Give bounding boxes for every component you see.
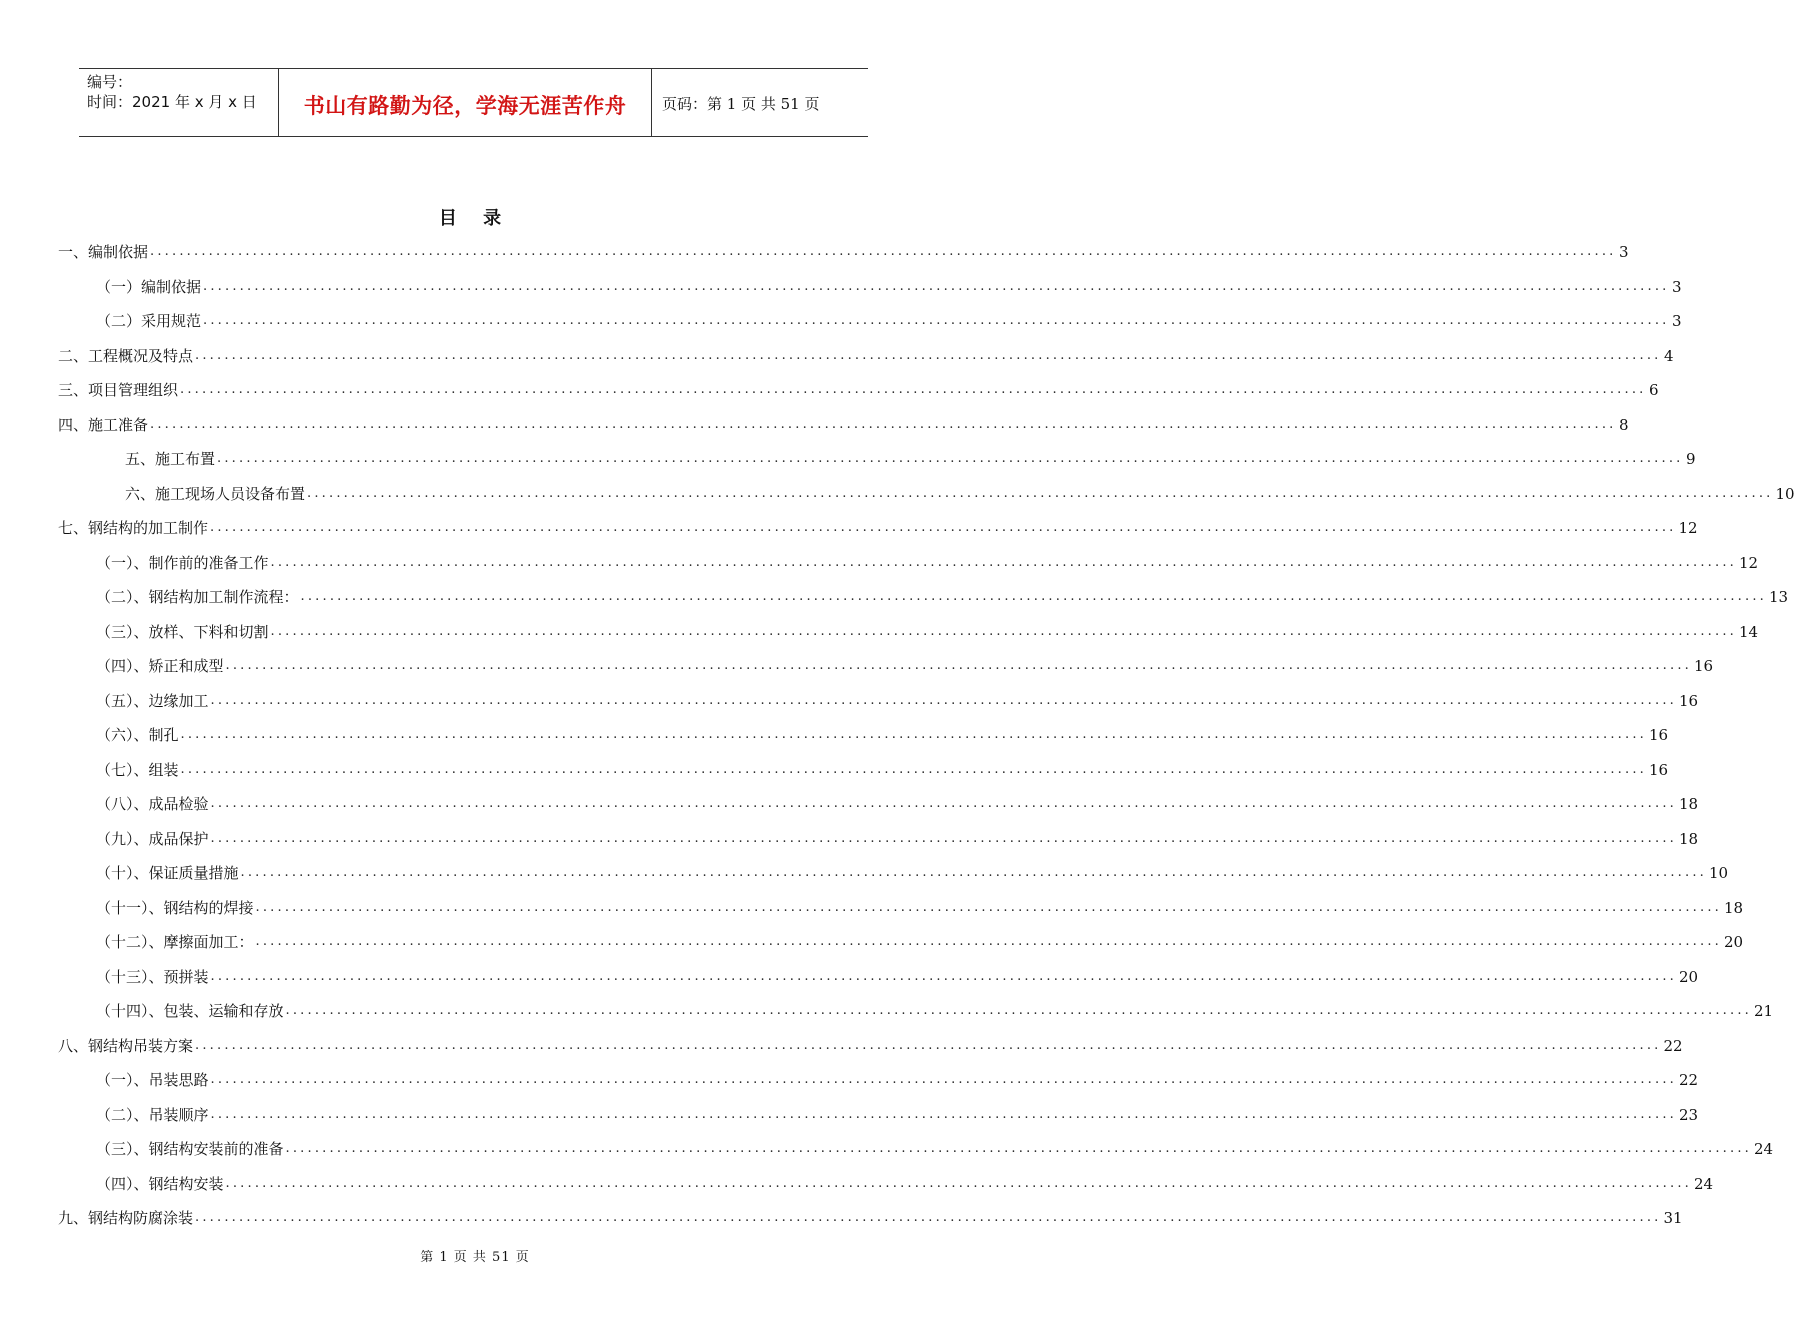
- toc-dot-leader: ........................................................................................................................................................................................................: [285, 1141, 1752, 1156]
- toc-entry-page: 16: [1648, 760, 1669, 779]
- toc-entry[interactable]: [96, 759, 1669, 781]
- toc-entry-label: （十二）、摩擦面加工：: [96, 933, 254, 951]
- toc-entry-label: （一）、制作前的准备工作: [96, 553, 269, 572]
- toc-entry-page: 10: [1708, 864, 1729, 882]
- toc-dot-leader: ........................................................................................................................................................................................................: [225, 658, 1692, 673]
- toc-entry-label: 六、施工现场人员设备布置: [125, 484, 306, 503]
- toc-dot-leader: ........................................................................................................................................................................................................: [217, 451, 1684, 466]
- toc-entry-label: （十三）、预拼装: [96, 967, 209, 986]
- toc-entry[interactable]: [125, 448, 1696, 470]
- toc-entry-label: 五、施工布置: [125, 450, 216, 468]
- toc-entry[interactable]: [96, 621, 1759, 643]
- toc-entry-page: 23: [1678, 1105, 1699, 1124]
- toc-title: 目 录: [438, 208, 512, 229]
- toc-entry[interactable]: [58, 241, 1629, 263]
- toc-entry-page: 22: [1678, 1071, 1699, 1089]
- toc-entry[interactable]: [96, 1138, 1774, 1160]
- toc-dot-leader: ........................................................................................................................................................................................................: [195, 347, 1662, 363]
- toc-entry-label: （三）、放样、下料和切割: [96, 622, 269, 641]
- toc-entry-label: （十一）、钢结构的焊接: [96, 898, 254, 917]
- toc-dot-leader: ........................................................................................................................................................................................................: [255, 899, 1722, 915]
- toc-entry[interactable]: [96, 310, 1682, 332]
- toc-entry-page: 8: [1618, 415, 1629, 434]
- toc-entry[interactable]: [96, 828, 1699, 850]
- toc-entry-page: 24: [1693, 1174, 1714, 1193]
- toc-dot-leader: ........................................................................................................................................................................................................: [285, 1003, 1752, 1018]
- toc-entry[interactable]: [96, 586, 1789, 608]
- document-header: [79, 68, 868, 137]
- toc-entry[interactable]: [58, 345, 1674, 367]
- toc-entry-label: （四）、矫正和成型: [96, 657, 224, 675]
- toc-entry-label: （一）编制依据: [96, 277, 202, 296]
- toc-entry[interactable]: [96, 897, 1744, 919]
- toc-entry-page: 16: [1693, 657, 1714, 675]
- toc-entry-label: （九）、成品保护: [96, 829, 209, 848]
- toc-entry-label: （三）、钢结构安装前的准备: [96, 1140, 284, 1158]
- toc-entry-label: （二）、钢结构加工制作流程：: [96, 588, 299, 606]
- toc-dot-leader: ........................................................................................................................................................................................................: [240, 865, 1707, 880]
- toc-entry-page: 20: [1723, 933, 1744, 951]
- toc-entry-page: 18: [1678, 795, 1699, 813]
- toc-entry-label: （六）、制孔: [96, 726, 179, 744]
- toc-dot-leader: ........................................................................................................................................................................................................: [180, 761, 1647, 777]
- toc-entry-page: 16: [1678, 691, 1699, 710]
- toc-dot-leader: ........................................................................................................................................................................................................: [225, 1175, 1692, 1191]
- toc-dot-leader: ........................................................................................................................................................................................................: [203, 313, 1670, 328]
- toc-entry-label: （十四）、包装、运输和存放: [96, 1002, 284, 1020]
- toc-entry-page: 12: [1738, 553, 1759, 572]
- toc-entry-label: （七）、组装: [96, 760, 179, 779]
- toc-dot-leader: ........................................................................................................................................................................................................: [150, 244, 1617, 259]
- toc-entry-page: 18: [1723, 898, 1744, 917]
- toc-entry-label: （八）、成品检验: [96, 795, 209, 813]
- page-footer: 第 1 页 共 51 页: [420, 1250, 530, 1265]
- header-time-label: 时间：2021 年 x 月 x 日: [87, 93, 257, 111]
- toc-entry-page: 13: [1768, 588, 1789, 606]
- toc-entry[interactable]: [96, 276, 1682, 298]
- toc-entry-label: （二）采用规范: [96, 312, 202, 330]
- toc-entry-page: 4: [1663, 346, 1674, 365]
- toc-entry-label: 一、编制依据: [58, 243, 149, 261]
- toc-entry[interactable]: [125, 483, 1795, 505]
- toc-dot-leader: ........................................................................................................................................................................................................: [270, 554, 1737, 570]
- header-motto: 书山有路勤为径，学海无涯苦作舟: [279, 69, 652, 136]
- toc-entry-page: 16: [1648, 726, 1669, 744]
- toc-dot-leader: ........................................................................................................................................................................................................: [150, 416, 1617, 432]
- toc-entry[interactable]: [96, 724, 1669, 746]
- toc-dot-leader: ........................................................................................................................................................................................................: [180, 727, 1647, 742]
- header-meta: [79, 69, 279, 136]
- toc-entry-page: 14: [1738, 622, 1759, 641]
- toc-entry[interactable]: [58, 414, 1629, 436]
- toc-entry-page: 10: [1775, 484, 1795, 503]
- toc-entry-label: （二）、吊装顺序: [96, 1105, 209, 1124]
- toc-dot-leader: ........................................................................................................................................................................................................: [210, 692, 1677, 708]
- toc-entry-page: 6: [1648, 381, 1659, 399]
- toc-dot-leader: ........................................................................................................................................................................................................: [307, 485, 1774, 501]
- toc-entry-page: 18: [1678, 829, 1699, 848]
- toc-dot-leader: ........................................................................................................................................................................................................: [195, 1037, 1662, 1053]
- toc-dot-leader: ........................................................................................................................................................................................................: [203, 278, 1670, 294]
- toc-entry-page: 22: [1663, 1036, 1683, 1055]
- toc-entry-label: 八、钢结构吊装方案: [58, 1036, 194, 1055]
- toc-entry-page: 12: [1678, 519, 1698, 537]
- toc-entry[interactable]: [96, 1000, 1774, 1022]
- toc-dot-leader: ........................................................................................................................................................................................................: [300, 589, 1767, 604]
- header-number-label: 编号：: [87, 73, 133, 91]
- toc-dot-leader: ........................................................................................................................................................................................................: [180, 382, 1647, 397]
- toc-entry-label: （五）、边缘加工: [96, 691, 209, 710]
- toc-dot-leader: ........................................................................................................................................................................................................: [255, 934, 1722, 949]
- toc-entry[interactable]: [58, 1035, 1683, 1057]
- toc-entry-page: 31: [1663, 1209, 1683, 1227]
- toc-entry[interactable]: [96, 552, 1759, 574]
- toc-entry-page: 21: [1753, 1002, 1774, 1020]
- toc-dot-leader: ........................................................................................................................................................................................................: [210, 830, 1677, 846]
- toc-entry-page: 3: [1618, 243, 1629, 261]
- toc-dot-leader: ........................................................................................................................................................................................................: [210, 796, 1677, 811]
- toc-dot-leader: ........................................................................................................................................................................................................: [210, 1072, 1677, 1087]
- toc-entry-page: 20: [1678, 967, 1699, 986]
- toc-entry[interactable]: [96, 793, 1699, 815]
- toc-entry[interactable]: [58, 1207, 1683, 1229]
- toc-entry[interactable]: [58, 379, 1659, 401]
- header-page-info: 页码：第 1 页 共 51 页: [662, 95, 820, 113]
- toc-entry[interactable]: [96, 862, 1729, 884]
- toc-entry[interactable]: [96, 1173, 1714, 1195]
- toc-dot-leader: ........................................................................................................................................................................................................: [270, 623, 1737, 639]
- toc-dot-leader: ........................................................................................................................................................................................................: [210, 968, 1677, 984]
- toc-entry[interactable]: [96, 1104, 1699, 1126]
- toc-entry[interactable]: [96, 655, 1714, 677]
- toc-dot-leader: ........................................................................................................................................................................................................: [210, 520, 1677, 535]
- toc-entry-label: 七、钢结构的加工制作: [58, 519, 209, 537]
- toc-entry[interactable]: [58, 517, 1698, 539]
- toc-entry-label: （一）、吊装思路: [96, 1071, 209, 1089]
- toc-entry-page: 9: [1685, 450, 1696, 468]
- toc-entry-label: 四、施工准备: [58, 415, 149, 434]
- toc-entry-page: 24: [1753, 1140, 1774, 1158]
- toc-entry-label: 二、工程概况及特点: [58, 346, 194, 365]
- toc-dot-leader: ........................................................................................................................................................................................................: [195, 1210, 1662, 1225]
- toc-entry-label: 三、项目管理组织: [58, 381, 179, 399]
- toc-entry-page: 3: [1671, 277, 1682, 296]
- toc-entry[interactable]: [96, 931, 1744, 953]
- toc-entry[interactable]: [96, 966, 1699, 988]
- toc-entry-page: 3: [1671, 312, 1682, 330]
- toc-dot-leader: ........................................................................................................................................................................................................: [210, 1106, 1677, 1122]
- toc-entry[interactable]: [96, 1069, 1699, 1091]
- toc-entry-label: （四）、钢结构安装: [96, 1174, 224, 1193]
- toc-entry-label: 九、钢结构防腐涂装: [58, 1209, 194, 1227]
- toc-entry[interactable]: [96, 690, 1699, 712]
- toc-entry-label: （十）、保证质量措施: [96, 864, 239, 882]
